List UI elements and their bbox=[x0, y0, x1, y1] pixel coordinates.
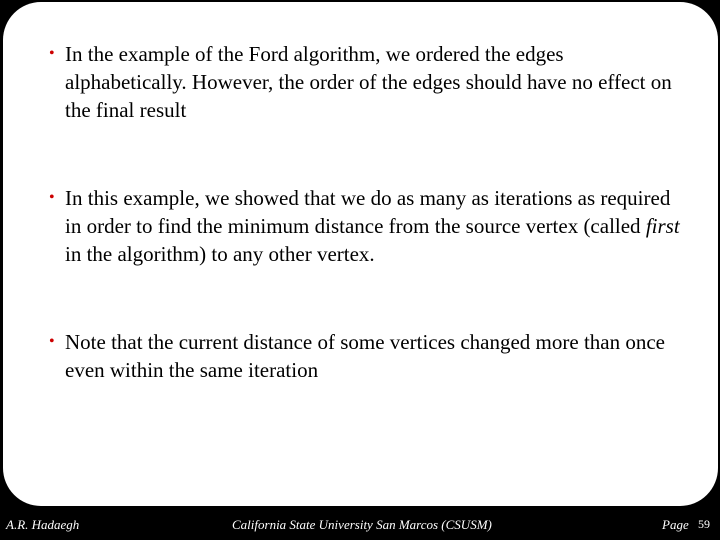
bullet-item-3 bbox=[49, 328, 689, 384]
bullet-text-3: Note that the current distance of some vertices changed more than once even within the same iteration bbox=[65, 330, 666, 382]
bullet-marker-icon: • bbox=[49, 189, 55, 206]
bullet-text-2b: in the algorithm) to any other vertex. bbox=[65, 242, 375, 266]
bullet-marker-icon: • bbox=[49, 45, 55, 62]
footer-institution: California State University San Marcos (CSUSM) bbox=[232, 517, 492, 532]
bullet-text-2-emphasis: first bbox=[645, 214, 680, 238]
bullet-item-2 bbox=[49, 184, 689, 268]
bullet-item-1 bbox=[49, 40, 689, 124]
bullet-text-1: In the example of the Ford algorithm, we ordered the edges alphabetically. However, the order of the edges should have no effect on the final result bbox=[65, 42, 672, 122]
footer-page-label: Page bbox=[662, 517, 689, 532]
slide-content-panel bbox=[3, 2, 718, 506]
bullet-list bbox=[49, 40, 689, 384]
bullet-text-2a: In this example, we showed that we do as many as iterations as required in order to find the minimum distance from the source vertex (called bbox=[65, 186, 671, 238]
footer-page-number: 59 bbox=[698, 517, 710, 531]
footer-author: A.R. Hadaegh bbox=[6, 517, 80, 532]
bullet-marker-icon: • bbox=[49, 333, 55, 350]
slide-footer bbox=[0, 512, 720, 540]
